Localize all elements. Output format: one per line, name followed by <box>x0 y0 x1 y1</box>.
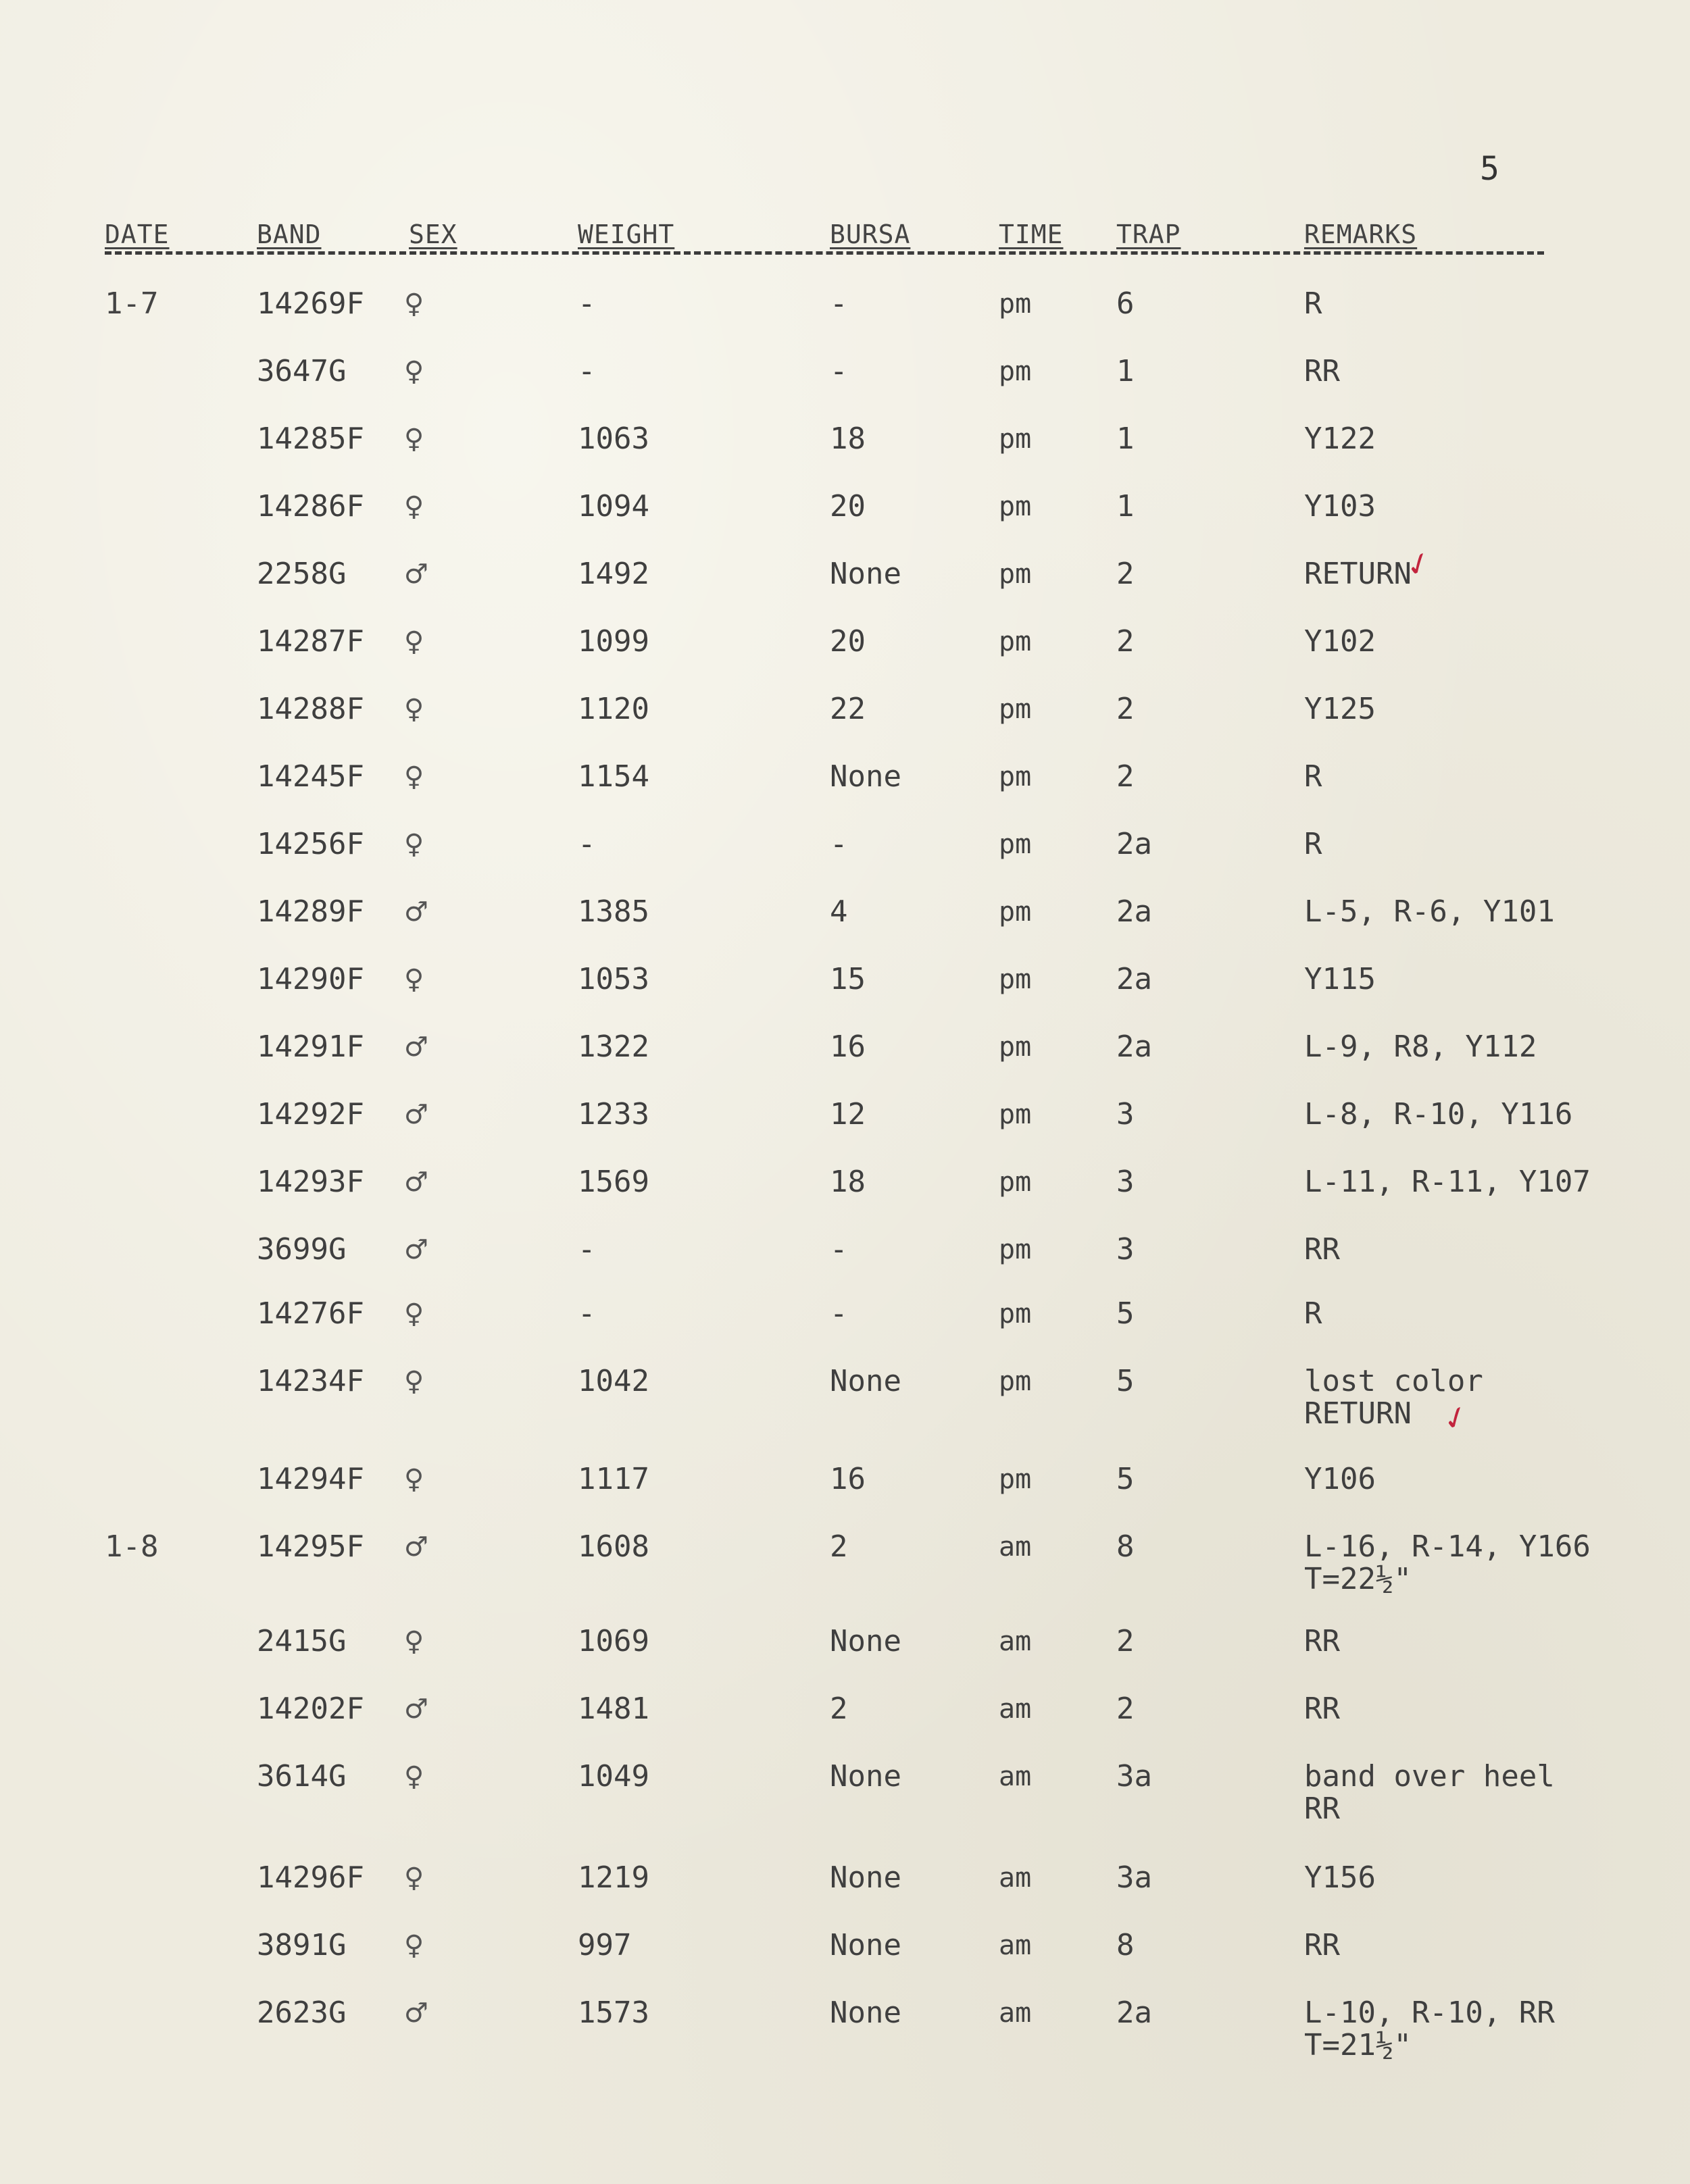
cell-band: 14295F <box>257 1529 364 1564</box>
cell-time: am <box>999 1694 1032 1725</box>
cell-time: pm <box>999 1032 1032 1063</box>
cell-weight: 997 <box>578 1928 632 1962</box>
cell-bursa: 18 <box>830 1165 866 1199</box>
cell-remarks-line2: RETURN <box>1304 1396 1412 1431</box>
cell-weight: 1233 <box>578 1097 649 1132</box>
cell-trap: 8 <box>1116 1529 1135 1564</box>
cell-bursa: None <box>830 1364 901 1398</box>
cell-trap: 2a <box>1116 894 1152 929</box>
cell-weight: 1069 <box>578 1624 649 1658</box>
cell-bursa: - <box>830 1296 848 1331</box>
cell-band: 14245F <box>257 759 364 794</box>
cell-time: pm <box>999 761 1032 792</box>
table-row <box>0 287 1690 348</box>
cell-remarks: Y115 <box>1304 962 1376 996</box>
cell-sex: ♂ <box>404 896 428 928</box>
cell-remarks: RR <box>1304 1232 1340 1267</box>
cell-bursa: - <box>830 827 848 861</box>
table-row <box>0 828 1690 888</box>
cell-weight: - <box>578 354 596 388</box>
cell-weight: 1094 <box>578 489 649 524</box>
cell-band: 14287F <box>257 624 364 659</box>
cell-bursa: 16 <box>830 1462 866 1496</box>
page-number: 5 <box>1480 150 1499 188</box>
cell-trap: 2a <box>1116 1996 1152 2030</box>
header-trap: TRAP <box>1116 220 1181 249</box>
cell-sex: ♂ <box>404 1167 428 1198</box>
cell-trap: 1 <box>1116 354 1135 388</box>
check-mark-icon: ✓ <box>1399 542 1437 586</box>
cell-weight: - <box>578 1296 596 1331</box>
cell-sex: ♀ <box>404 964 424 995</box>
cell-band: 14276F <box>257 1296 364 1331</box>
table-row <box>0 355 1690 415</box>
header-date: DATE <box>105 220 170 249</box>
cell-band: 3891G <box>257 1928 347 1962</box>
cell-time: pm <box>999 1234 1032 1265</box>
cell-band: 2623G <box>257 1996 347 2030</box>
cell-trap: 1 <box>1116 422 1135 456</box>
cell-bursa: None <box>830 1996 901 2030</box>
cell-weight: 1481 <box>578 1692 649 1726</box>
header-bursa: BURSA <box>830 220 911 249</box>
table-row <box>0 1297 1690 1358</box>
cell-band: 3699G <box>257 1232 347 1267</box>
cell-bursa: None <box>830 1759 901 1794</box>
cell-sex: ♀ <box>404 491 424 522</box>
cell-trap: 3 <box>1116 1232 1135 1267</box>
cell-sex: ♀ <box>404 1862 424 1894</box>
cell-time: am <box>999 1531 1032 1563</box>
cell-band: 2415G <box>257 1624 347 1658</box>
table-row <box>0 1098 1690 1159</box>
cell-weight: 1608 <box>578 1529 649 1564</box>
cell-band: 2258G <box>257 557 347 591</box>
cell-sex: ♀ <box>404 1298 424 1329</box>
cell-bursa: 20 <box>830 624 866 659</box>
cell-remarks: RR <box>1304 1692 1340 1726</box>
cell-weight: 1154 <box>578 759 649 794</box>
table-row <box>0 625 1690 686</box>
cell-bursa: 12 <box>830 1097 866 1132</box>
cell-sex: ♀ <box>404 1930 424 1961</box>
cell-remarks-line2: RR <box>1304 1792 1340 1826</box>
cell-trap: 5 <box>1116 1462 1135 1496</box>
cell-bursa: 18 <box>830 422 866 456</box>
cell-time: pm <box>999 356 1032 387</box>
cell-remarks: lost color <box>1304 1364 1483 1398</box>
cell-band: 14294F <box>257 1462 364 1496</box>
cell-remarks: L-10, R-10, RR <box>1304 1996 1555 2030</box>
table-row <box>0 895 1690 956</box>
cell-trap: 3 <box>1116 1165 1135 1199</box>
cell-sex: ♀ <box>404 761 424 792</box>
table-row <box>0 557 1690 618</box>
cell-remarks: R <box>1304 1296 1322 1331</box>
cell-bursa: 22 <box>830 692 866 726</box>
cell-time: pm <box>999 829 1032 860</box>
cell-sex: ♀ <box>404 1761 424 1792</box>
table-row <box>0 692 1690 753</box>
cell-weight: 1120 <box>578 692 649 726</box>
cell-weight: 1117 <box>578 1462 649 1496</box>
cell-weight: - <box>578 827 596 861</box>
cell-remarks: L-11, R-11, Y107 <box>1304 1165 1591 1199</box>
cell-bursa: 16 <box>830 1030 866 1064</box>
cell-trap: 2 <box>1116 1692 1135 1726</box>
header-time: TIME <box>999 220 1064 249</box>
header-remarks: REMARKS <box>1304 220 1418 249</box>
cell-band: 3614G <box>257 1759 347 1794</box>
cell-time: am <box>999 1930 1032 1961</box>
cell-trap: 2 <box>1116 692 1135 726</box>
check-mark-icon: ✓ <box>1437 1396 1474 1440</box>
table-row <box>0 1463 1690 1523</box>
table-row <box>0 760 1690 821</box>
cell-remarks: RR <box>1304 1928 1340 1962</box>
cell-remarks: L-9, R8, Y112 <box>1304 1030 1537 1064</box>
cell-time: pm <box>999 1366 1032 1397</box>
table-row <box>0 1165 1690 1226</box>
cell-time: pm <box>999 559 1032 590</box>
cell-date: 1-7 <box>105 286 159 321</box>
cell-bursa: 4 <box>830 894 848 929</box>
cell-remarks: RR <box>1304 354 1340 388</box>
cell-trap: 2 <box>1116 557 1135 591</box>
table-row <box>0 1364 1690 1431</box>
cell-bursa: 15 <box>830 962 866 996</box>
table-row <box>0 1692 1690 1753</box>
cell-time: am <box>999 1626 1032 1657</box>
cell-trap: 5 <box>1116 1364 1135 1398</box>
cell-remarks: R <box>1304 759 1322 794</box>
cell-sex: ♀ <box>404 424 424 455</box>
table-row <box>0 1861 1690 1922</box>
cell-time: pm <box>999 288 1032 320</box>
cell-trap: 3 <box>1116 1097 1135 1132</box>
cell-trap: 2 <box>1116 1624 1135 1658</box>
cell-remarks: band over heel <box>1304 1759 1555 1794</box>
cell-time: am <box>999 1761 1032 1792</box>
cell-remarks: RR <box>1304 1624 1340 1658</box>
table-row <box>0 1625 1690 1685</box>
cell-bursa: - <box>830 1232 848 1267</box>
cell-band: 14296F <box>257 1860 364 1895</box>
cell-bursa: None <box>830 1928 901 1962</box>
cell-remarks: Y103 <box>1304 489 1376 524</box>
cell-remarks: Y156 <box>1304 1860 1376 1895</box>
cell-remarks: L-16, R-14, Y166 <box>1304 1529 1591 1564</box>
cell-sex: ♂ <box>404 1032 428 1063</box>
cell-weight: 1219 <box>578 1860 649 1895</box>
table-row <box>0 1233 1690 1294</box>
table-row <box>0 1759 1690 1826</box>
cell-weight: 1053 <box>578 962 649 996</box>
cell-time: pm <box>999 896 1032 928</box>
cell-trap: 1 <box>1116 489 1135 524</box>
cell-bursa: None <box>830 759 901 794</box>
cell-remarks-line2: T=22½" <box>1304 1562 1412 1596</box>
cell-trap: 6 <box>1116 286 1135 321</box>
cell-sex: ♂ <box>404 1234 428 1265</box>
cell-bursa: None <box>830 557 901 591</box>
cell-time: pm <box>999 491 1032 522</box>
cell-band: 3647G <box>257 354 347 388</box>
cell-bursa: None <box>830 1624 901 1658</box>
cell-time: pm <box>999 1099 1032 1130</box>
cell-trap: 2a <box>1116 827 1152 861</box>
cell-bursa: - <box>830 286 848 321</box>
cell-bursa: 20 <box>830 489 866 524</box>
cell-band: 14285F <box>257 422 364 456</box>
cell-trap: 2a <box>1116 1030 1152 1064</box>
cell-weight: 1492 <box>578 557 649 591</box>
cell-band: 14290F <box>257 962 364 996</box>
table-row <box>0 1529 1690 1596</box>
cell-remarks: R <box>1304 286 1322 321</box>
table-row <box>0 490 1690 551</box>
cell-weight: 1099 <box>578 624 649 659</box>
cell-remarks: Y125 <box>1304 692 1376 726</box>
cell-trap: 2 <box>1116 624 1135 659</box>
table-row <box>0 422 1690 483</box>
cell-sex: ♀ <box>404 1464 424 1495</box>
cell-sex: ♂ <box>404 1998 428 2029</box>
table-row <box>0 1996 1690 2062</box>
cell-trap: 5 <box>1116 1296 1135 1331</box>
cell-bursa: - <box>830 354 848 388</box>
cell-time: am <box>999 1862 1032 1894</box>
cell-band: 14288F <box>257 692 364 726</box>
cell-band: 14292F <box>257 1097 364 1132</box>
cell-remarks: L-8, R-10, Y116 <box>1304 1097 1573 1132</box>
cell-remarks: Y122 <box>1304 422 1376 456</box>
cell-remarks: Y102 <box>1304 624 1376 659</box>
cell-time: am <box>999 1998 1032 2029</box>
cell-sex: ♂ <box>404 1531 428 1563</box>
cell-weight: 1042 <box>578 1364 649 1398</box>
header-sex: SEX <box>409 220 457 249</box>
cell-trap: 2a <box>1116 962 1152 996</box>
cell-remarks-line2: T=21½" <box>1304 2028 1412 2062</box>
cell-bursa: 2 <box>830 1692 848 1726</box>
cell-time: pm <box>999 1464 1032 1495</box>
cell-weight: 1573 <box>578 1996 649 2030</box>
cell-time: pm <box>999 1298 1032 1329</box>
cell-trap: 3a <box>1116 1759 1152 1794</box>
cell-time: pm <box>999 694 1032 725</box>
cell-band: 14291F <box>257 1030 364 1064</box>
cell-band: 14234F <box>257 1364 364 1398</box>
cell-weight: - <box>578 286 596 321</box>
cell-sex: ♀ <box>404 288 424 320</box>
cell-remarks: RETURN <box>1304 557 1412 591</box>
cell-trap: 8 <box>1116 1928 1135 1962</box>
cell-weight: - <box>578 1232 596 1267</box>
cell-sex: ♂ <box>404 559 428 590</box>
cell-remarks: Y106 <box>1304 1462 1376 1496</box>
cell-time: pm <box>999 424 1032 455</box>
cell-time: pm <box>999 964 1032 995</box>
header-band: BAND <box>257 220 322 249</box>
cell-sex: ♀ <box>404 356 424 387</box>
header-weight: WEIGHT <box>578 220 675 249</box>
table-row <box>0 963 1690 1023</box>
cell-weight: 1322 <box>578 1030 649 1064</box>
cell-band: 14269F <box>257 286 364 321</box>
cell-time: pm <box>999 626 1032 657</box>
cell-sex: ♀ <box>404 829 424 860</box>
cell-weight: 1385 <box>578 894 649 929</box>
table-row <box>0 1929 1690 1989</box>
cell-band: 14256F <box>257 827 364 861</box>
cell-time: pm <box>999 1167 1032 1198</box>
cell-bursa: None <box>830 1860 901 1895</box>
cell-sex: ♀ <box>404 626 424 657</box>
cell-weight: 1063 <box>578 422 649 456</box>
cell-remarks: R <box>1304 827 1322 861</box>
cell-band: 14293F <box>257 1165 364 1199</box>
cell-trap: 3a <box>1116 1860 1152 1895</box>
cell-sex: ♀ <box>404 694 424 725</box>
cell-weight: 1569 <box>578 1165 649 1199</box>
cell-bursa: 2 <box>830 1529 848 1564</box>
cell-weight: 1049 <box>578 1759 649 1794</box>
cell-remarks: L-5, R-6, Y101 <box>1304 894 1555 929</box>
cell-band: 14202F <box>257 1692 364 1726</box>
cell-band: 14289F <box>257 894 364 929</box>
cell-sex: ♂ <box>404 1694 428 1725</box>
table-row <box>0 1030 1690 1091</box>
cell-sex: ♀ <box>404 1626 424 1657</box>
cell-trap: 2 <box>1116 759 1135 794</box>
cell-sex: ♀ <box>404 1366 424 1397</box>
cell-band: 14286F <box>257 489 364 524</box>
cell-date: 1-8 <box>105 1529 159 1564</box>
cell-sex: ♂ <box>404 1099 428 1130</box>
